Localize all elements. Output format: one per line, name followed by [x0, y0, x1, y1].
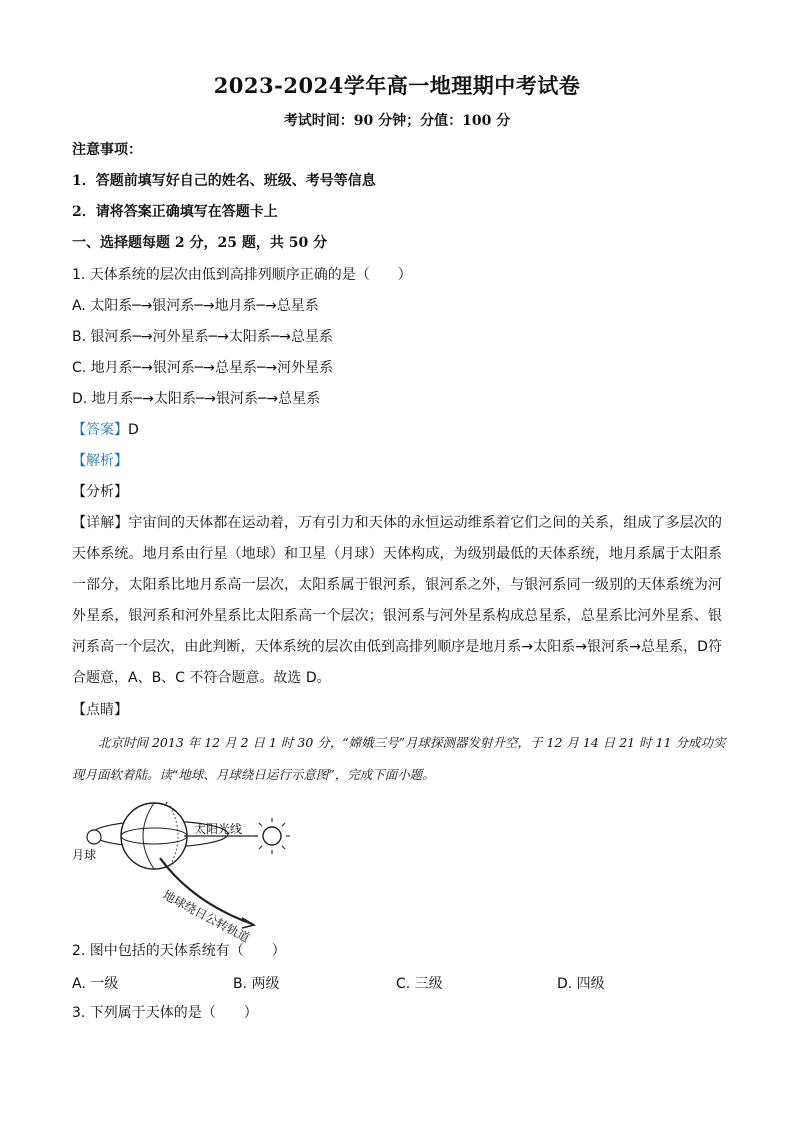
q1-option-a: A. 太阳系─→银河系─→地月系─→总星系: [72, 298, 319, 314]
q2-option-b: B. 两级: [233, 976, 280, 992]
notice-item-1: 1．答题前填写好自己的姓名、班级、考号等信息: [72, 173, 376, 189]
detail-text: 宇宙间的天体都在运动着，万有引力和天体的永恒运动维系着它们之间的关系，组成了多层次的天体系统。地月系由行星（地球）和卫星（月球）天体构成，为级别最低的天体系统，地月系属于太阳系一部分，太阳系比地月系高一层次，太阳系属于银河系，银河系之外，与银河系同一级别的天体系统为河外星系，银河系和河外星系比太阳系高一个层次；银河系与河外星系构成总星系，总星系比河外星系、银河系高一个层次，由此判断，天体系统的层次由低到高排列顺序是地月系→太阳系→银河系→总星系，D符合题意，A、B、C 不符合题意。故选 D。: [72, 515, 723, 686]
q1-detail: [72, 508, 722, 694]
earth-axis: [166, 802, 170, 804]
q2-stem: 2. 图中包括的天体系统有（ ）: [72, 943, 286, 959]
sunlight-label: 太阳光线: [194, 822, 243, 836]
earth-moon-sun-diagram: [72, 802, 312, 946]
notice-heading: 注意事项：: [72, 142, 142, 158]
q2-option-d: D. 四级: [557, 976, 605, 992]
section-heading: 一、选择题每题 2 分，25 题，共 50 分: [72, 235, 328, 251]
analysis-label: 【解析】: [72, 453, 128, 469]
detail-label: 【详解】: [72, 515, 129, 531]
q1-option-b: B. 银河系─→河外星系─→太阳系─→总星系: [72, 329, 333, 345]
passage-text: 北京时间 2013 年 12 月 2 日 1 时 30 分，“嫦娥三号”月球探测器发射升空，于 12 月 14 日 21 时 11 分成功实现月面软着陆。读“地球、月球绕日运行示意图”，完成下面小题。: [72, 735, 726, 782]
moon-label: 月球: [72, 848, 97, 862]
q2-option-c: C. 三级: [396, 976, 443, 992]
q1-answer: [72, 421, 139, 439]
moon-circle: [87, 830, 101, 844]
answer-value: D: [128, 422, 139, 438]
dianjing-label: 【点睛】: [72, 702, 128, 718]
exam-subtitle: 考试时间：90 分钟；分值：100 分: [283, 113, 511, 129]
sun-circle: [263, 827, 281, 845]
exam-title: 2023-2024学年高一地理期中考试卷: [213, 73, 581, 98]
orbit-label: 地球绕日公转轨道: [160, 887, 252, 946]
fenxi-label: 【分析】: [72, 484, 128, 500]
q2-option-a: A. 一级: [72, 976, 119, 992]
q1-option-c: C. 地月系─→银河系─→总星系─→河外星系: [72, 360, 334, 376]
q1-option-d: D. 地月系─→太阳系─→银河系─→总星系: [72, 391, 321, 407]
answer-label: 【答案】: [72, 422, 128, 438]
q3-stem: 3. 下列属于天体的是（ ）: [72, 1005, 258, 1021]
notice-item-2: 2．请将答案正确填写在答题卡上: [72, 204, 278, 220]
q1-stem: 1. 天体系统的层次由低到高排列顺序正确的是（ ）: [72, 267, 412, 283]
